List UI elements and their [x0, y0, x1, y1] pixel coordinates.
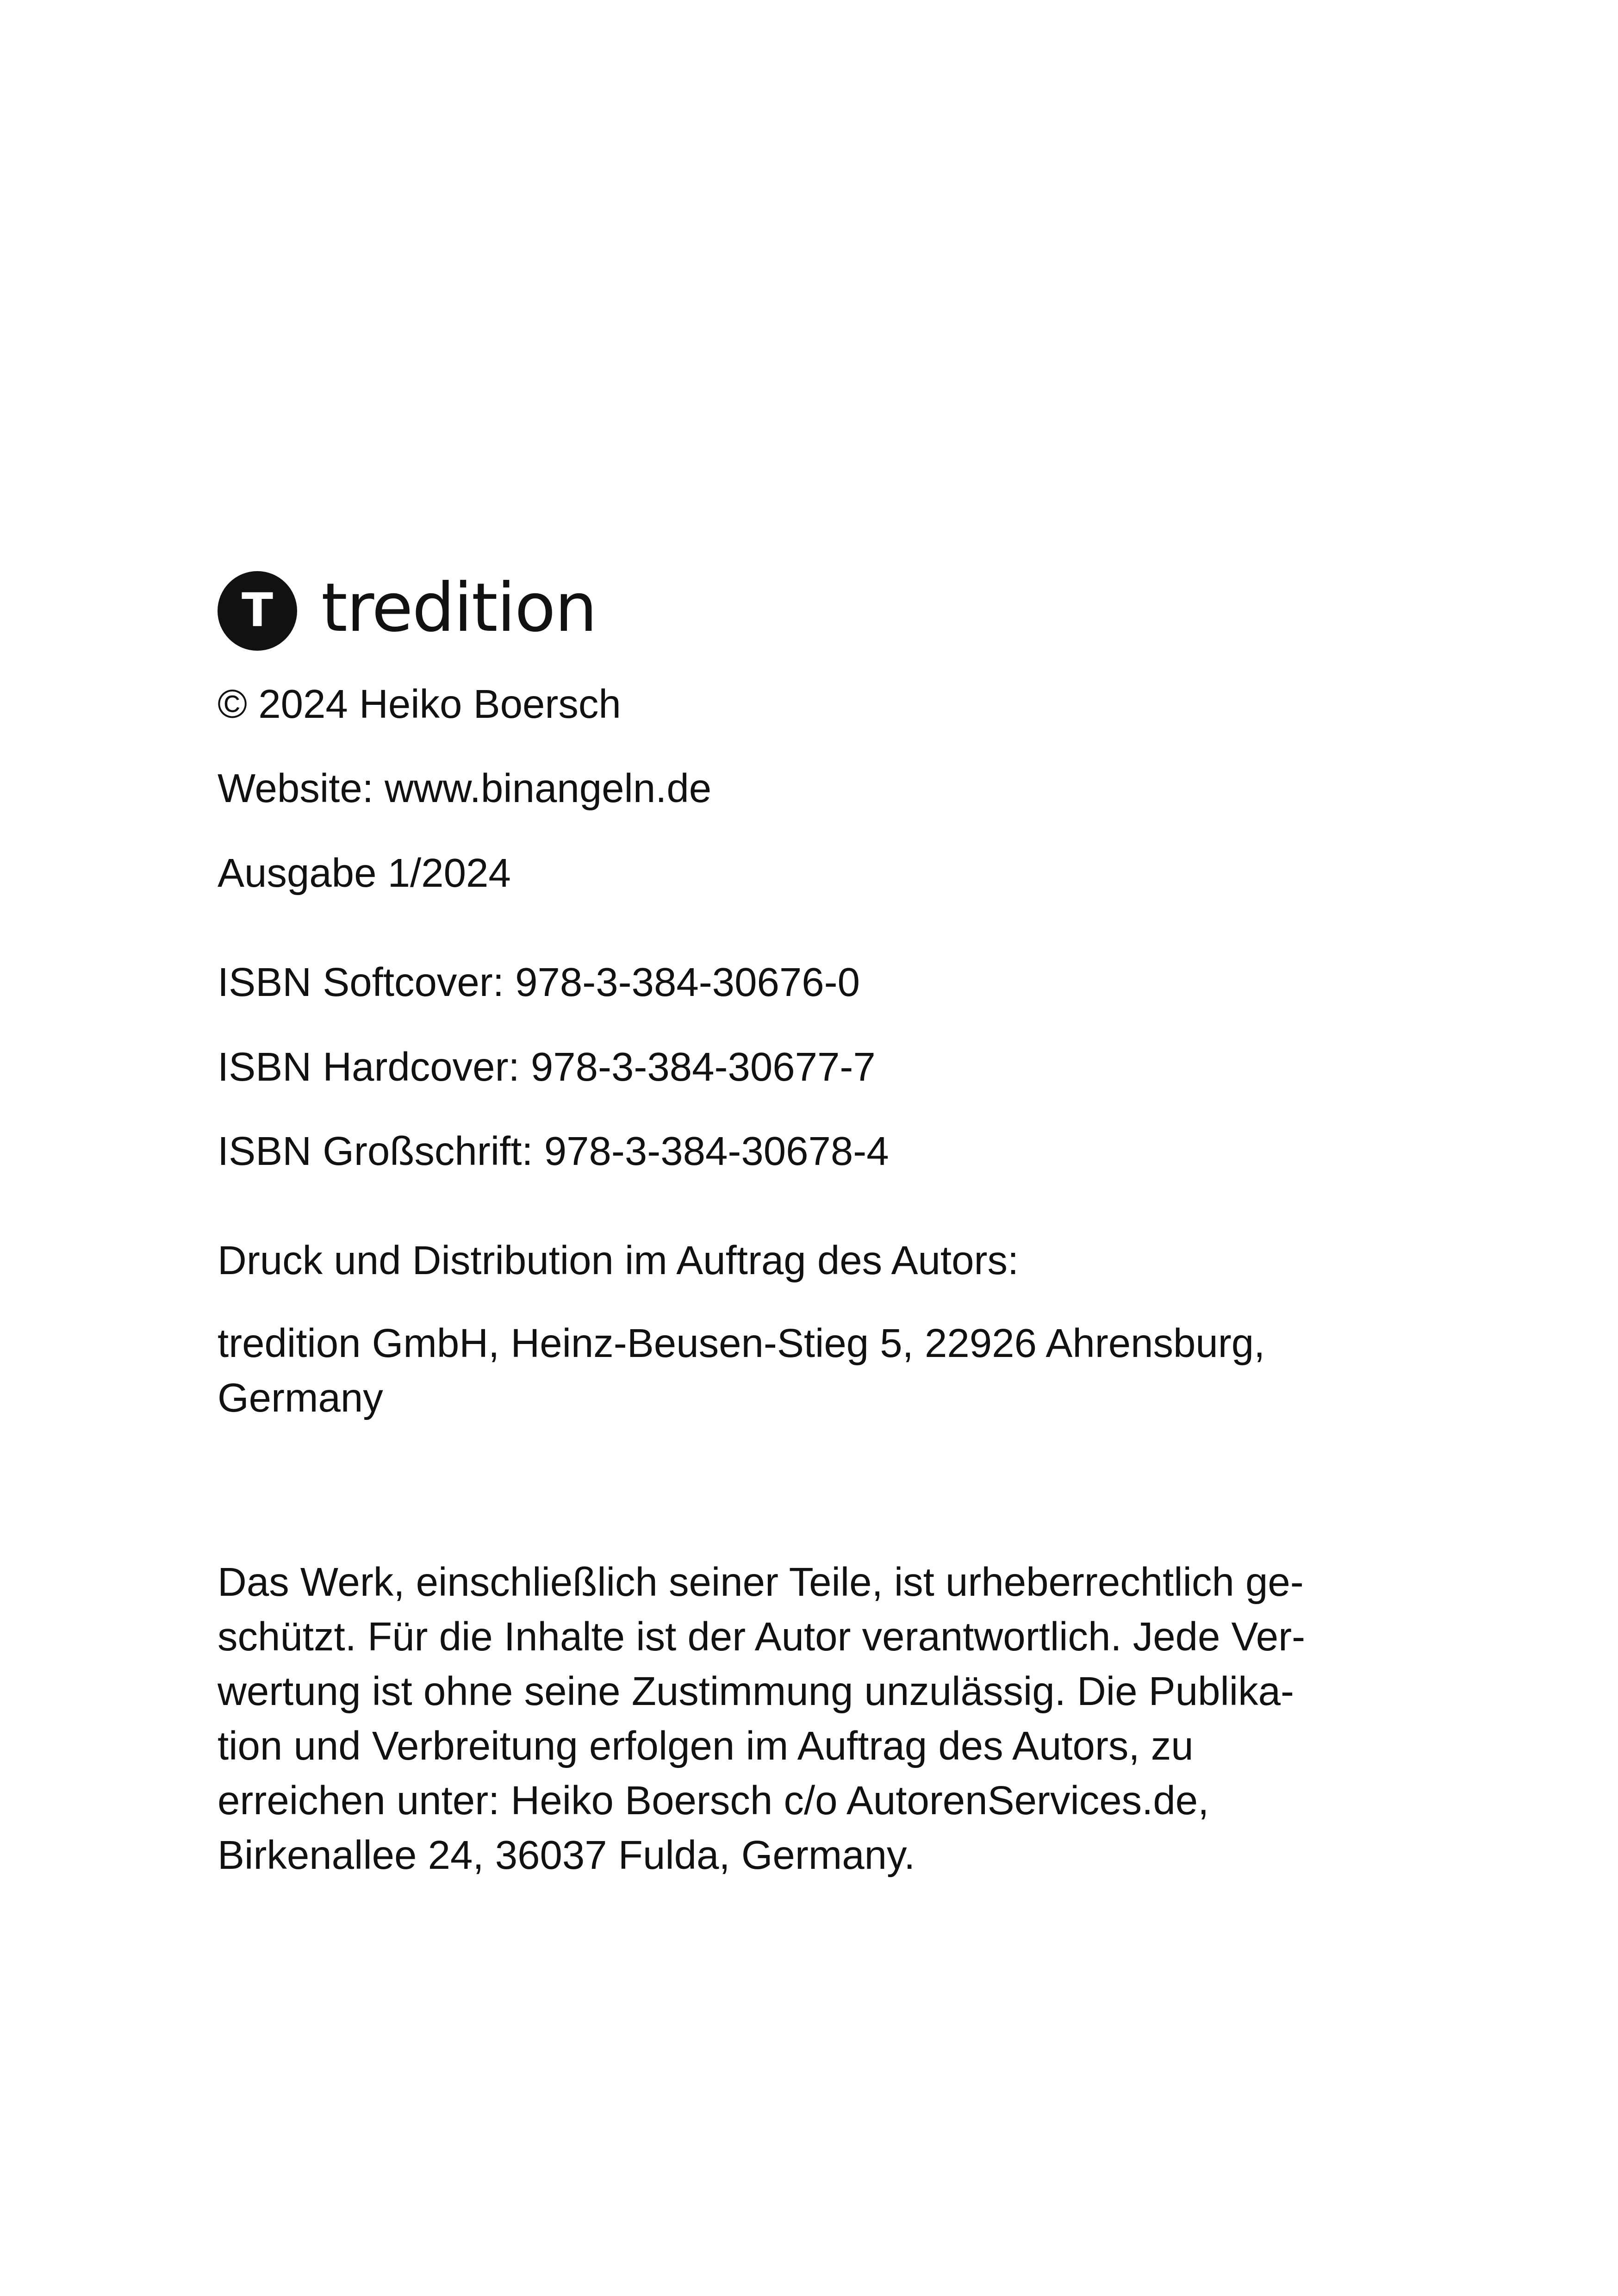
isbn-grossschrift: ISBN Großschrift: 978-3-384-30678-4 [218, 1129, 889, 1174]
isbn-softcover: ISBN Softcover: 978-3-384-30676-0 [218, 960, 860, 1005]
website-line: Website: www.binangeln.de [218, 766, 712, 811]
legal-notice-line: erreichen unter: Heiko Boersch c/o AutorenServices.de, [218, 1778, 1209, 1823]
legal-notice-line: Birkenallee 24, 36037 Fulda, Germany. [218, 1833, 915, 1878]
publisher-address-line: tredition GmbH, Heinz-Beusen-Stieg 5, 22926 Ahrensburg, [218, 1321, 1265, 1366]
print-distribution-heading: Druck und Distribution im Auftrag des Autors: [218, 1238, 1019, 1283]
legal-notice-line: Das Werk, einschließlich seiner Teile, ist urheberrechtlich ge- [218, 1560, 1304, 1605]
logo-wordmark: tredition [321, 569, 597, 647]
logo-mark-letter: T [241, 583, 274, 637]
publisher-address [218, 1316, 1265, 1425]
publisher-address-line: Germany [218, 1375, 383, 1420]
isbn-hardcover: ISBN Hardcover: 978-3-384-30677-7 [218, 1045, 876, 1089]
legal-notice [218, 1555, 1305, 1883]
edition-line: Ausgabe 1/2024 [218, 851, 511, 896]
tredition-logo [218, 570, 597, 651]
tredition-logo-icon [218, 571, 297, 651]
copyright-line: © 2024 Heiko Boersch [218, 682, 621, 727]
legal-notice-line: wertung ist ohne seine Zustimmung unzulässig. Die Publika- [218, 1669, 1294, 1714]
legal-notice-line: schützt. Für die Inhalte ist der Autor verantwortlich. Jede Ver- [218, 1614, 1306, 1659]
legal-notice-line: tion und Verbreitung erfolgen im Auftrag des Autors, zu [218, 1724, 1194, 1768]
